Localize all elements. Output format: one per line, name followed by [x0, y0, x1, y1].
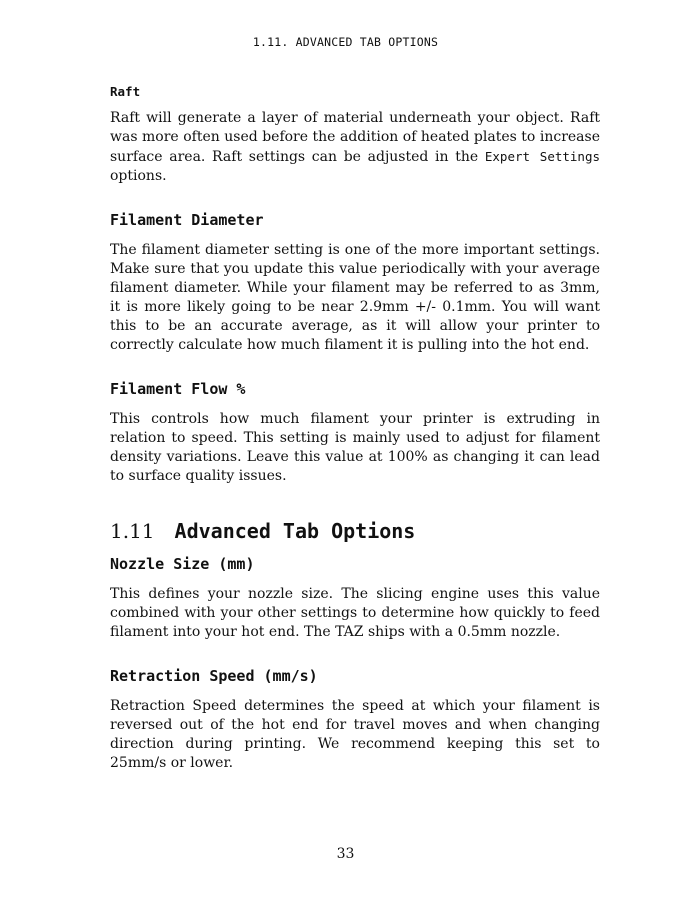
page-number: 33 — [336, 846, 355, 862]
raft-paragraph — [110, 109, 600, 186]
raft-text-before: Raft will generate a layer of material underneath your object. Raft was more often used before the addition of heated plates to increase surface area. Raft settings can be adjusted in the — [110, 110, 600, 165]
retraction-speed-paragraph: Retraction Speed determines the speed at which your filament is reversed out of the hot end for travel moves and when changing direction during printing. We recommend keeping this set to 25mm/s or lower. — [110, 698, 600, 771]
expert-settings-code: Expert Settings — [484, 149, 601, 164]
raft-heading: Raft — [110, 84, 141, 99]
filament-flow-paragraph: This controls how much filament your printer is extruding in relation to speed. This setting is mainly used to adjust for filament density variations. Leave this value at 100% as changing it can lead to surface quality issues. — [110, 411, 600, 484]
nozzle-size-heading: Nozzle Size (mm) — [110, 555, 255, 573]
raft-text-after: options. — [110, 168, 167, 184]
section-heading — [110, 519, 600, 543]
section-number: 1.11 — [110, 519, 155, 543]
filament-diameter-heading: Filament Diameter — [110, 211, 264, 229]
nozzle-size-paragraph: This defines your nozzle size. The slicing engine uses this value combined with your other settings to determine how quickly to feed filament into your hot end. The TAZ ships with a 0.5mm nozzle. — [110, 586, 600, 640]
section-title: Advanced Tab Options — [174, 519, 416, 543]
running-header: 1.11. ADVANCED TAB OPTIONS — [252, 35, 439, 49]
retraction-speed-heading: Retraction Speed (mm/s) — [110, 667, 318, 685]
filament-flow-heading: Filament Flow % — [110, 380, 246, 398]
page-content — [110, 84, 600, 773]
filament-diameter-paragraph: The filament diameter setting is one of the more important settings. Make sure that you update this value periodically with your average filament diameter. While your filament may be referred to as 3mm, it is more likely going to be near 2.9mm +/- 0.1mm. You will want this to be an accurate average, as it will allow your printer to correctly calculate how much filament it is pulling into the hot end. — [110, 242, 600, 353]
